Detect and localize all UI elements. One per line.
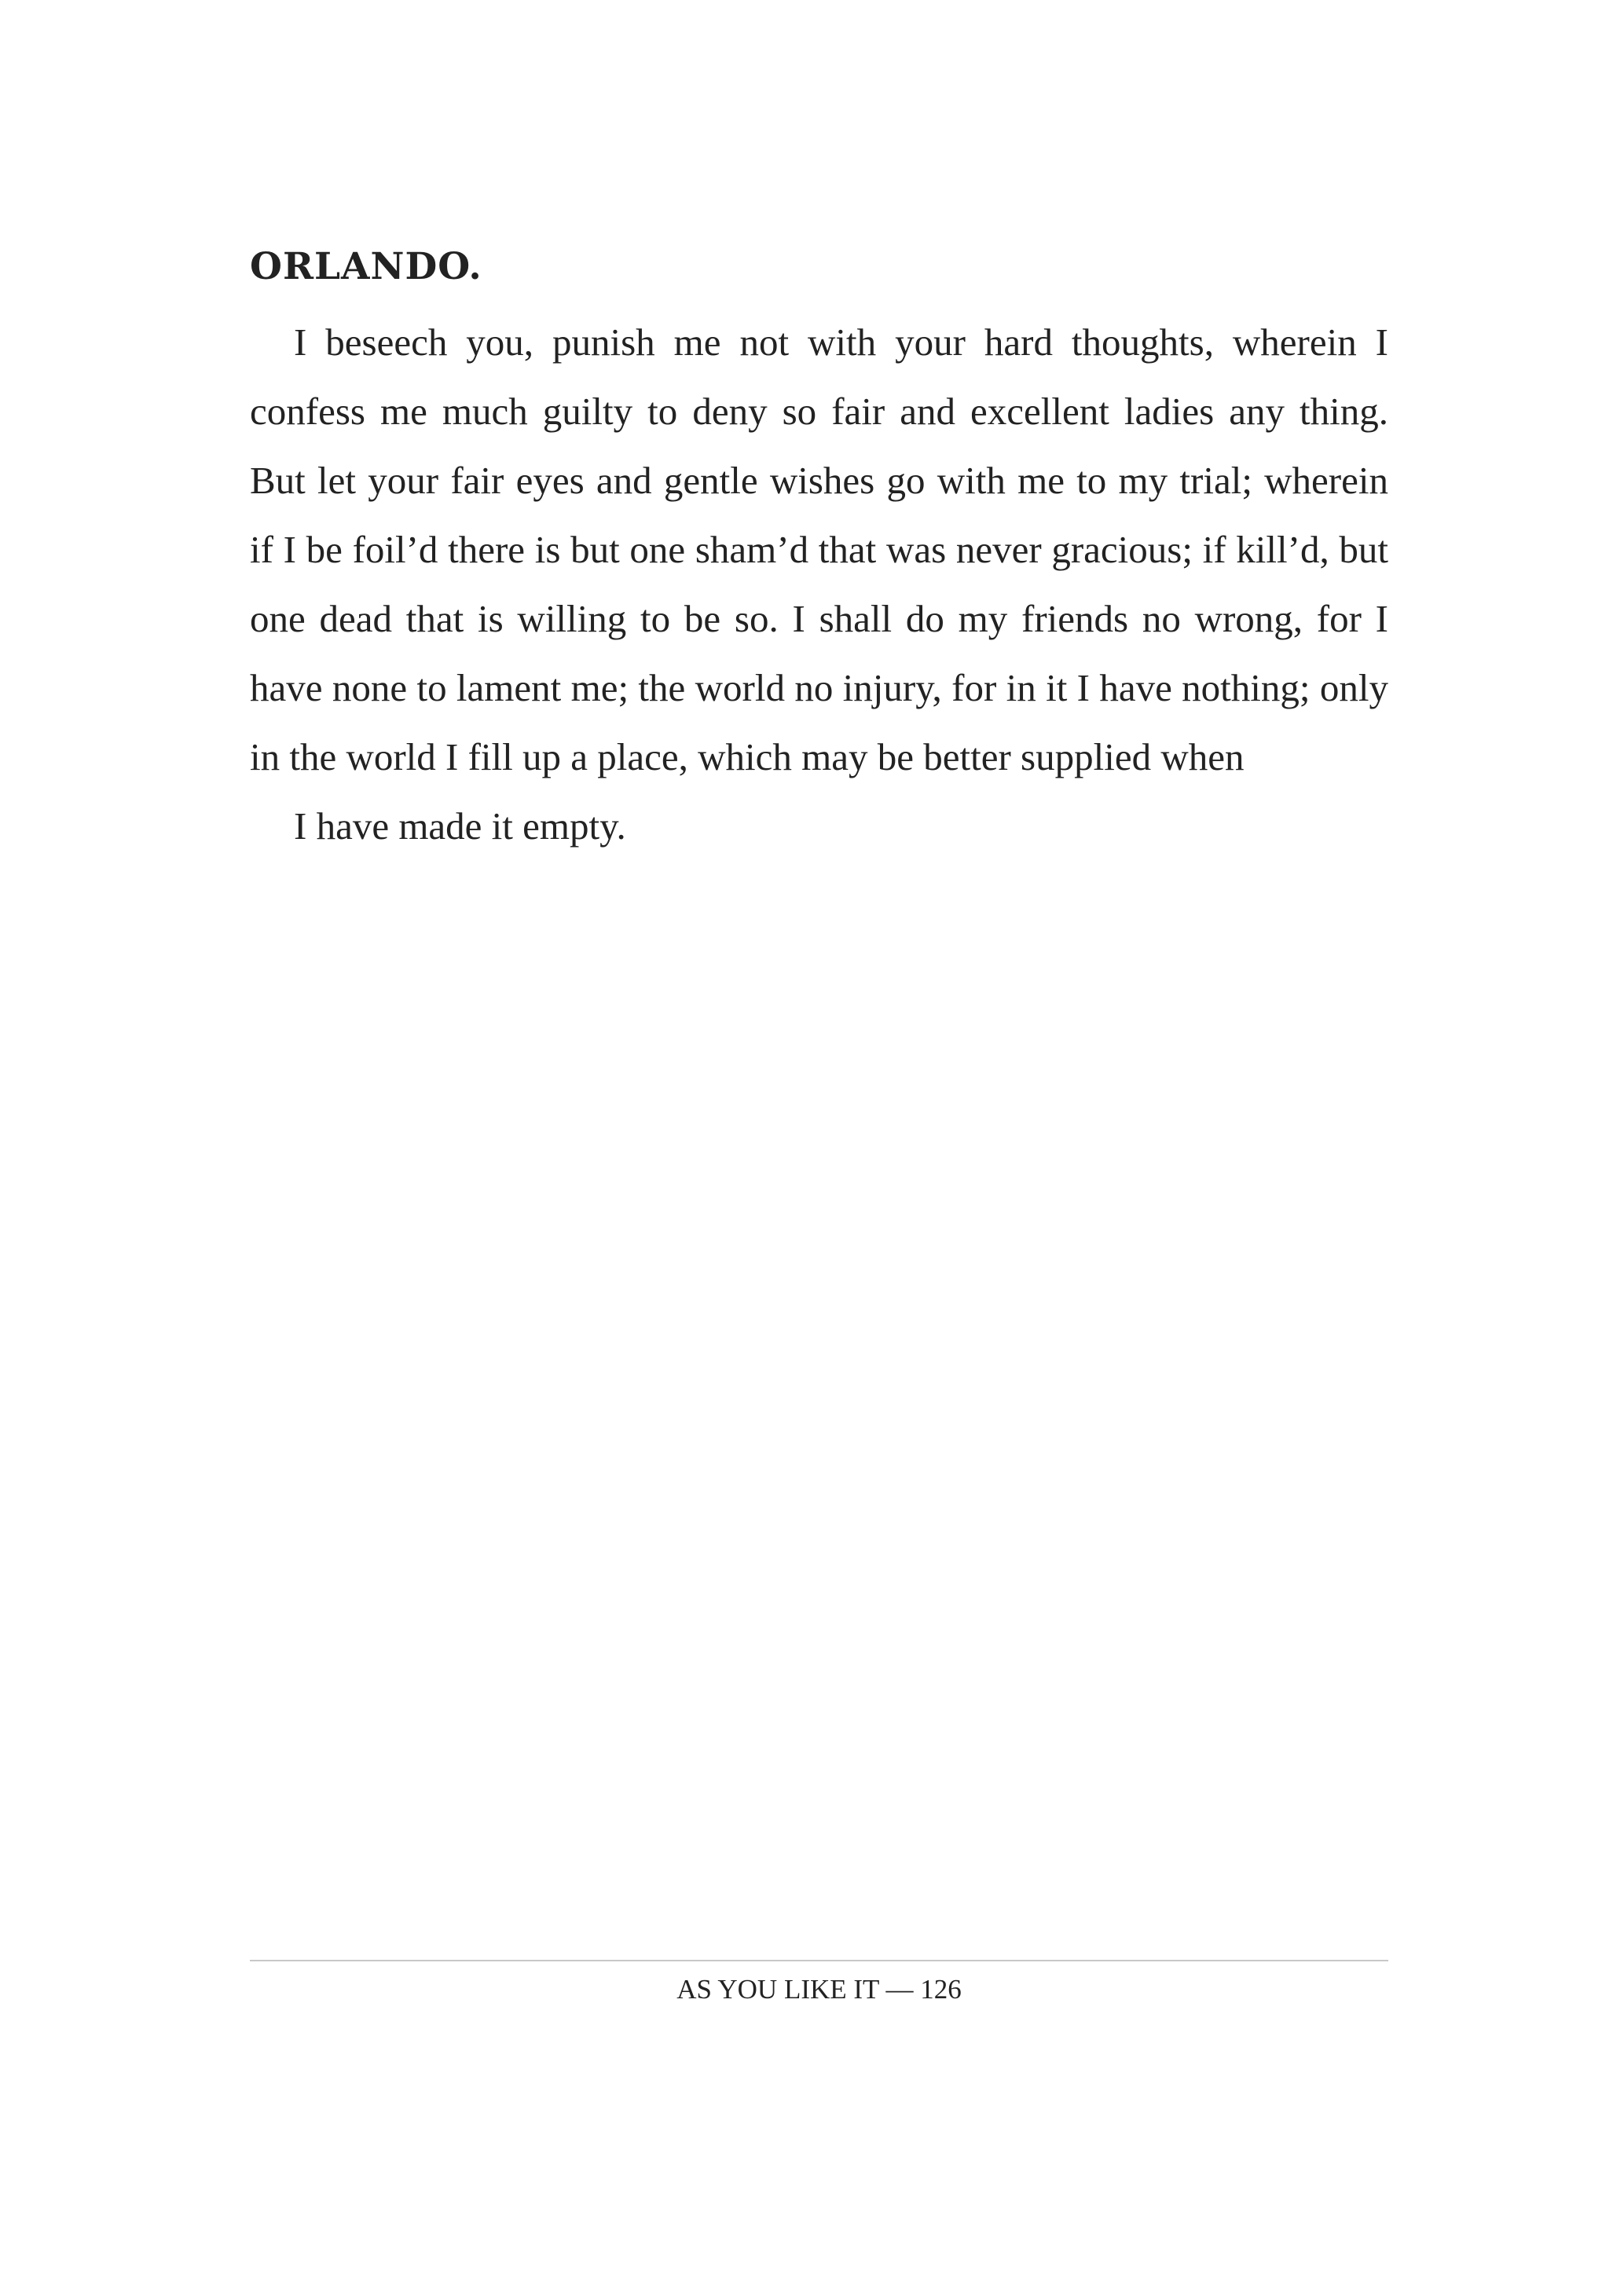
running-footer: AS YOU LIKE IT — 126 (676, 1974, 962, 2005)
speech-paragraph-continuation: I have made it empty. (294, 804, 626, 848)
speech-paragraph: I beseech you, punish me not with your hard thoughts, wherein I confess me much guilty to deny so fair and excellent ladies any thing. But let your fair eyes and gentle wishes go with me to my trial; wherein if I be foil’d there is but one sham’d that was never gracious; if kill’d, but one dead that is willing to be so. I shall do my friends no wrong, for I have none to lament me; the world no injury, for in it I have nothing; only in the world I fill up a place, which may be better supplied when (250, 320, 1388, 778)
speaker-name: ORLANDO. (250, 245, 482, 288)
footer-divider (250, 1960, 1388, 1961)
speech-block (250, 240, 1388, 861)
